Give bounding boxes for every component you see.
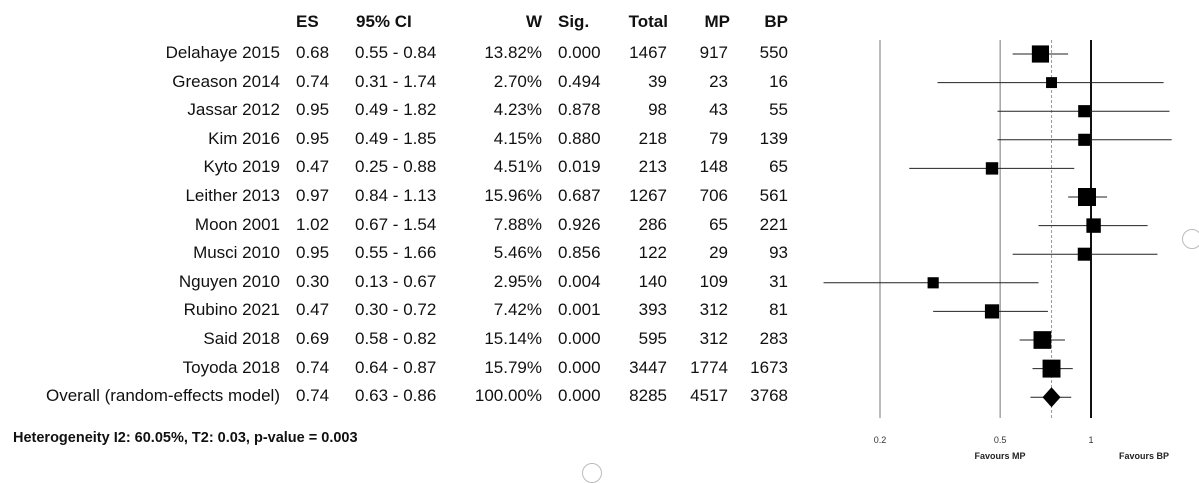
cell-es: 0.95: [296, 243, 330, 263]
cell-sig: 0.494: [558, 71, 601, 91]
cell-ci: 0.31 - 1.74: [355, 71, 437, 91]
cell-sig: 0.880: [558, 128, 601, 148]
cell-es: 0.47: [296, 157, 330, 177]
cell-w: 4.51%: [493, 157, 542, 177]
cell-ci: 0.55 - 0.84: [355, 43, 437, 62]
effect-marker: [1046, 77, 1057, 88]
cell-w: 15.96%: [484, 186, 542, 205]
effect-marker: [986, 162, 998, 174]
cell-bp: 16: [769, 71, 788, 91]
cell-es: 1.02: [296, 214, 330, 234]
column-header: Total: [628, 12, 668, 31]
cell-es: 0.74: [296, 357, 330, 377]
cell-sig: 0.019: [558, 157, 601, 177]
study-label: Overall (random-effects model): [46, 386, 280, 406]
cell-ci: 0.25 - 0.88: [355, 157, 437, 177]
column-header: BP: [764, 12, 788, 31]
cell-es: 0.95: [296, 100, 330, 120]
column-header: 95% CI: [356, 12, 412, 31]
effect-marker: [1078, 134, 1090, 146]
cell-ci: 0.49 - 1.85: [355, 128, 437, 148]
cell-total: 140: [638, 271, 667, 291]
cell-total: 595: [638, 329, 667, 348]
column-header: W: [525, 12, 542, 31]
effect-marker: [1034, 331, 1052, 349]
study-label: Toyoda 2018: [182, 357, 280, 377]
cell-total: 3447: [629, 357, 667, 377]
cell-w: 4.23%: [493, 100, 542, 120]
cell-total: 39: [648, 71, 667, 91]
tick-label: 0.5: [993, 435, 1007, 445]
cell-bp: 31: [769, 271, 788, 291]
cell-sig: 0.878: [558, 100, 601, 120]
cell-mp: 109: [699, 271, 728, 291]
cell-ci: 0.58 - 0.82: [355, 329, 437, 348]
cell-sig: 0.004: [558, 271, 601, 291]
cell-total: 8285: [629, 386, 667, 406]
cell-total: 98: [648, 100, 667, 120]
cell-bp: 55: [769, 100, 788, 120]
cell-mp: 4517: [690, 386, 728, 406]
cell-total: 218: [638, 128, 667, 148]
effect-marker: [985, 304, 999, 318]
study-label: Kim 2016: [208, 128, 280, 148]
column-header: MP: [704, 12, 730, 31]
cell-mp: 43: [709, 100, 728, 120]
effect-marker: [1078, 105, 1090, 117]
heterogeneity-stats: Heterogeneity I2: 60.05%, T2: 0.03, p-value = 0.003: [13, 430, 358, 446]
effect-marker: [928, 277, 939, 288]
cell-w: 2.95%: [493, 271, 542, 291]
cell-bp: 550: [759, 43, 788, 62]
cell-mp: 148: [699, 157, 728, 177]
study-label: Jassar 2012: [187, 100, 280, 120]
decorative-circle: [582, 463, 602, 483]
study-label: Said 2018: [203, 329, 280, 348]
cell-w: 7.42%: [493, 300, 542, 320]
cell-bp: 221: [759, 214, 788, 234]
cell-total: 286: [638, 214, 667, 234]
cell-w: 2.70%: [493, 71, 542, 91]
cell-bp: 81: [769, 300, 788, 320]
cell-mp: 706: [699, 186, 728, 205]
cell-total: 1267: [629, 186, 667, 205]
favours-right-label: Favours BP: [1118, 451, 1170, 461]
cell-mp: 917: [699, 43, 728, 62]
cell-w: 4.15%: [493, 128, 542, 148]
column-header: Sig.: [558, 12, 590, 31]
cell-bp: 65: [769, 157, 788, 177]
cell-bp: 1673: [750, 357, 788, 377]
cell-ci: 0.67 - 1.54: [355, 214, 437, 234]
study-label: Moon 2001: [194, 214, 280, 234]
cell-bp: 93: [769, 243, 788, 263]
cell-sig: 0.000: [558, 329, 601, 348]
cell-mp: 23: [709, 71, 728, 91]
cell-ci: 0.63 - 0.86: [355, 386, 437, 406]
overall-diamond: [1043, 387, 1061, 407]
cell-sig: 0.926: [558, 214, 601, 234]
cell-bp: 139: [759, 128, 788, 148]
cell-ci: 0.55 - 1.66: [355, 243, 437, 263]
cell-ci: 0.84 - 1.13: [355, 186, 437, 205]
cell-es: 0.97: [296, 186, 330, 205]
cell-total: 1467: [629, 43, 667, 62]
cell-w: 100.00%: [474, 386, 542, 406]
cell-mp: 312: [699, 300, 728, 320]
cell-ci: 0.30 - 0.72: [355, 300, 437, 320]
decorative-circle: [1182, 229, 1199, 249]
study-label: Greason 2014: [172, 71, 280, 91]
study-label: Musci 2010: [193, 243, 280, 263]
column-header: ES: [296, 12, 319, 31]
cell-es: 0.47: [296, 300, 330, 320]
cell-w: 7.88%: [493, 214, 542, 234]
cell-mp: 1774: [690, 357, 728, 377]
cell-sig: 0.687: [558, 186, 601, 205]
cell-w: 15.14%: [484, 329, 542, 348]
cell-mp: 65: [709, 214, 728, 234]
cell-w: 13.82%: [484, 43, 542, 62]
cell-mp: 29: [709, 243, 728, 263]
cell-ci: 0.49 - 1.82: [355, 100, 437, 120]
cell-bp: 283: [759, 329, 788, 348]
cell-sig: 0.000: [558, 386, 601, 406]
cell-sig: 0.000: [558, 43, 601, 62]
study-label: Nguyen 2010: [178, 271, 280, 291]
effect-marker: [1043, 360, 1061, 378]
cell-mp: 79: [709, 128, 728, 148]
cell-sig: 0.001: [558, 300, 601, 320]
cell-sig: 0.856: [558, 243, 601, 263]
cell-total: 213: [638, 157, 667, 177]
cell-ci: 0.64 - 0.87: [355, 357, 437, 377]
study-label: Delahaye 2015: [165, 43, 280, 62]
study-label: Kyto 2019: [203, 157, 280, 177]
cell-w: 15.79%: [484, 357, 542, 377]
favours-left-label: Favours MP: [974, 451, 1026, 461]
cell-es: 0.68: [296, 43, 330, 62]
cell-es: 0.95: [296, 128, 330, 148]
effect-marker: [1032, 45, 1049, 62]
cell-es: 0.30: [296, 271, 330, 291]
cell-total: 393: [638, 300, 667, 320]
study-label: Rubino 2021: [183, 300, 280, 320]
cell-total: 122: [638, 243, 667, 263]
tick-label: 1: [1088, 435, 1094, 445]
tick-label: 0.2: [873, 435, 887, 445]
cell-w: 5.46%: [493, 243, 542, 263]
effect-marker: [1086, 218, 1100, 232]
cell-ci: 0.13 - 0.67: [355, 271, 437, 291]
cell-mp: 312: [699, 329, 728, 348]
cell-es: 0.69: [296, 329, 330, 348]
effect-marker: [1078, 188, 1096, 206]
cell-bp: 561: [759, 186, 788, 205]
study-label: Leither 2013: [185, 186, 280, 205]
cell-sig: 0.000: [558, 357, 601, 377]
effect-marker: [1078, 248, 1091, 261]
cell-es: 0.74: [296, 71, 330, 91]
cell-bp: 3768: [750, 386, 788, 406]
cell-es: 0.74: [296, 386, 330, 406]
